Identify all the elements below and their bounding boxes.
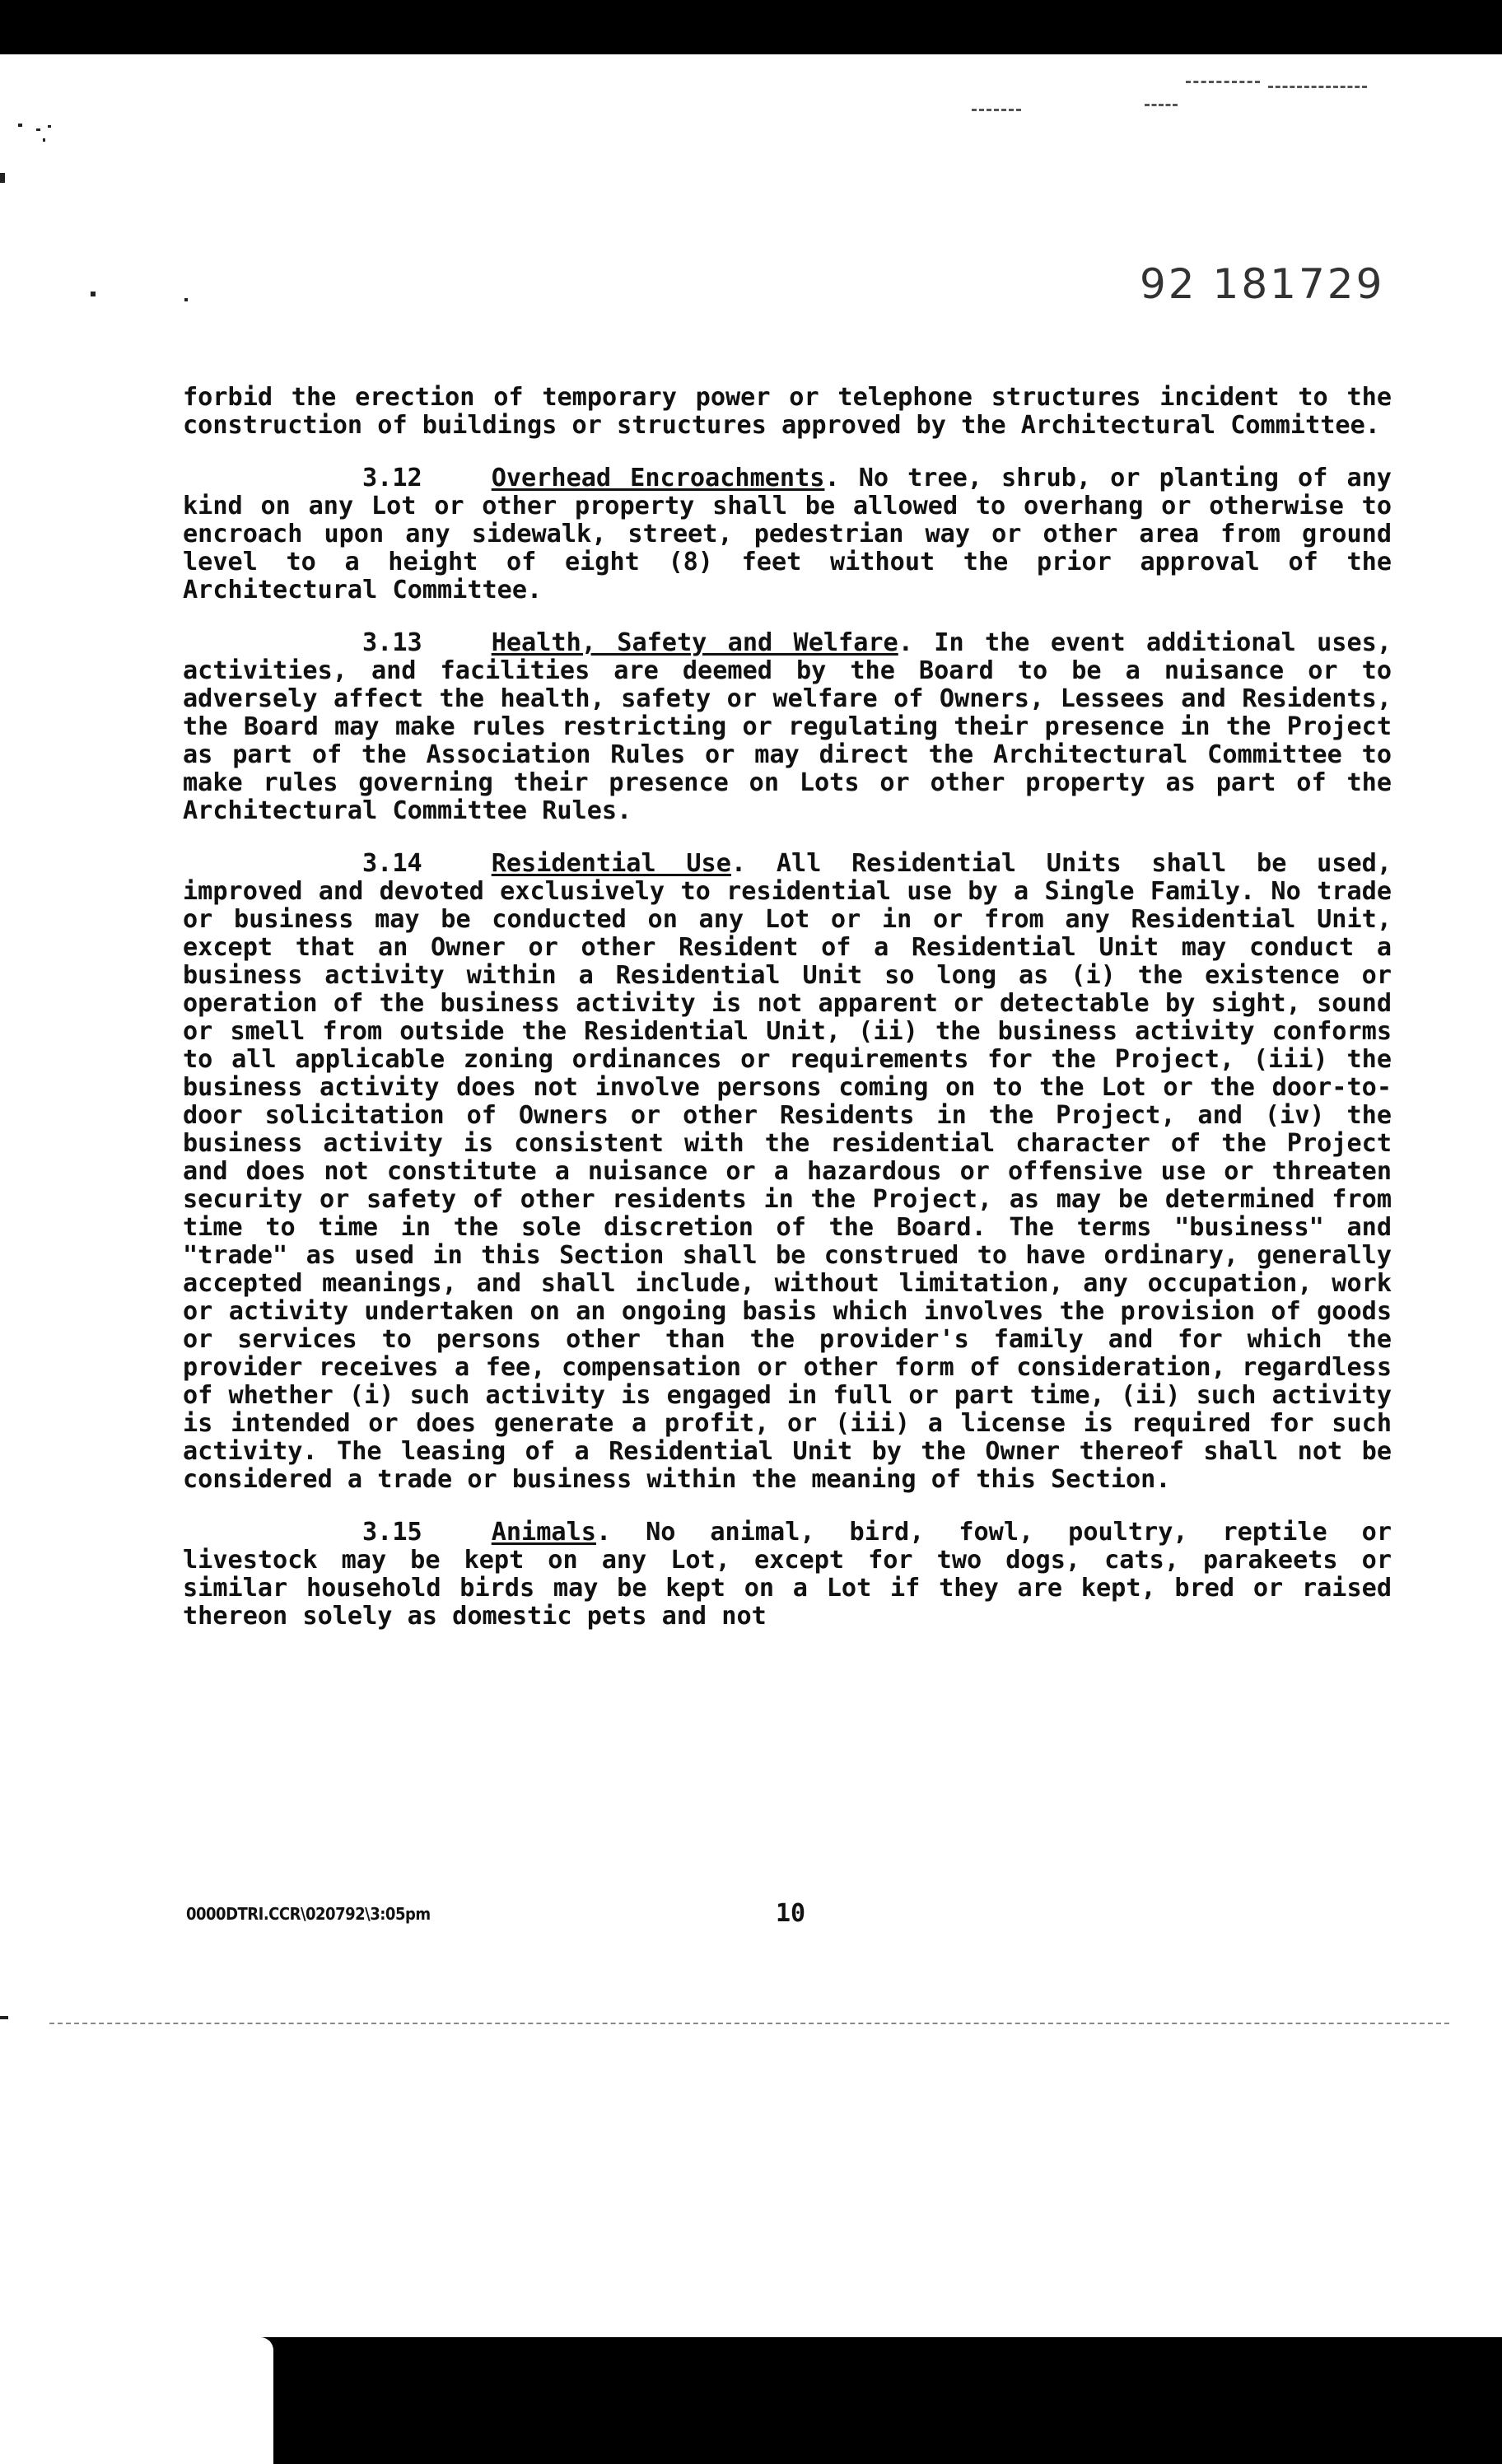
section-title: Health, Safety and Welfare bbox=[491, 628, 898, 657]
section-paragraph: 3.12 Overhead Encroachments. No tree, shrub, or planting of any kind on any Lot or other property shall be allowed to overhang or otherwise to encroach upon any sidewalk, street, pedestrian way or other area from ground level to a height of eight (8) feet without the prior approval of the Architectural Committee. bbox=[183, 464, 1392, 604]
scan-speck bbox=[91, 292, 96, 296]
section-number: 3.15 bbox=[362, 1518, 422, 1547]
document-number: 92 181729 bbox=[1140, 260, 1385, 308]
scan-speck bbox=[48, 125, 51, 128]
section-number: 3.14 bbox=[362, 849, 422, 878]
scan-speck bbox=[0, 173, 5, 183]
section-text: No animal, bird, fowl, poultry, reptile or livestock may be kept on any Lot, except for two dogs, cats, parakeets or similar household birds may be kept on a Lot if they are kept, bred or raised thereon solely as domestic pets and not bbox=[183, 1518, 1392, 1631]
section-paragraph: 3.14 Residential Use. All Residential Units shall be used, improved and devoted exclusively to residential use by a Single Family. No trade or business may be conducted on any Lot or in or from any Residential Unit, except that an Owner or other Resident of a Residential Unit may conduct a business activity within a Residential Unit so long as (i) the existence or operation of the business activity is not apparent or detectable by sight, sound or smell from outside the Residential Unit, (ii) the business activity conforms to all applicable zoning ordinances or requirements for the Project, (iii) the business activity does not involve persons coming on to the Lot or the door-to-door solicitation of Owners or other Residents in the Project, and (iv) the business activity is consistent with the residential character of the Project and does not constitute a nuisance or a hazardous or offensive use or threaten security or safety of other residents in the Project, as may be determined from time to time in the sole discretion of the Board. The terms "business" and "trade" as used in this Section shall be construed to have ordinary, generally accepted meanings, and shall include, without limitation, any occupation, work or activity undertaken on an ongoing basis which involves the provision of goods or services to persons other than the provider's family and for which the provider receives a fee, compensation or other form of consideration, regardless of whether (i) such activity is engaged in full or part time, (ii) such activity is intended or does generate a profit, or (iii) a license is required for such activity. The leasing of a Residential Unit by the Owner thereof shall not be considered a trade or business within the meaning of this Section. bbox=[183, 849, 1392, 1494]
scan-speck bbox=[0, 2016, 8, 2019]
section-paragraph: 3.15 Animals. No animal, bird, fowl, poultry, reptile or livestock may be kept on any Lot, except for two dogs, cats, parakeets or similar household birds may be kept on a Lot if they are kept, bred or raised thereon solely as domestic pets and not bbox=[183, 1518, 1392, 1631]
continuation-paragraph bbox=[183, 384, 1392, 440]
section-title: Animals bbox=[491, 1518, 596, 1547]
section-paragraph: 3.13 Health, Safety and Welfare. In the event additional uses, activities, and facilities are deemed by the Board to be a nuisance or to adversely affect the health, safety or welfare of Owners, Lessees and Residents, the Board may make rules restricting or regulating their presence in the Project as part of the Association Rules or may direct the Architectural Committee to make rules governing their presence on Lots or other property as part of the Architectural Committee Rules. bbox=[183, 628, 1392, 825]
scan-dash bbox=[1186, 81, 1260, 83]
scan-dash bbox=[972, 109, 1021, 111]
scan-speck bbox=[43, 138, 45, 142]
scan-speck bbox=[18, 124, 22, 127]
scan-speck bbox=[36, 128, 40, 131]
section-title: Overhead Encroachments bbox=[491, 464, 825, 492]
section-text: In the event additional uses, activities, and facilities are deemed by the Board to be a nuisance or to adversely affect the health, safety or welfare of Owners, Lessees and Residents, the Board may make rules restricting or regulating their presence in the Project as part of the Association Rules or may direct the Architectural Committee to make rules governing their presence on Lots or other property as part of the Architectural Committee Rules. bbox=[183, 628, 1392, 825]
scan-speck bbox=[184, 298, 188, 301]
page-number: 10 bbox=[776, 1899, 806, 1928]
section-number: 3.13 bbox=[362, 628, 422, 657]
section-number: 3.12 bbox=[362, 464, 422, 492]
section-text: All Residential Units shall be used, improved and devoted exclusively to residential use by a Single Family. No trade or business may be conducted on any Lot or in or from any Residential Unit, except that an Owner or other Resident of a Residential Unit may conduct a business activity within a Residential Unit so long as (i) the existence or operation of the business activity is not apparent or detectable by sight, sound or smell from outside the Residential Unit, (ii) the business activity conforms to all applicable zoning ordinances or requirements for the Project, (iii) the business activity does not involve persons coming on to the Lot or the door-to-door solicitation of Owners or other Residents in the Project, and (iv) the business activity is consistent with the residential character of the Project and does not constitute a nuisance or a hazardous or offensive use or threaten security or safety of other residents in the Project, as may be determined from time to time in the sole discretion of the Board. The terms "business" and "trade" as used in this Section shall be construed to have ordinary, generally accepted meanings, and shall include, without limitation, any occupation, work or activity undertaken on an ongoing basis which involves the provision of goods or services to persons other than the provider's family and for which the provider receives a fee, compensation or other form of consideration, regardless of whether (i) such activity is engaged in full or part time, (ii) such activity is intended or does generate a profit, or (iii) a license is required for such activity. The leasing of a Residential Unit by the Owner thereof shall not be considered a trade or business within the meaning of this Section. bbox=[183, 849, 1392, 1494]
scan-bottom-notch bbox=[0, 2337, 273, 2464]
section-title: Residential Use bbox=[491, 849, 731, 878]
section-text: No tree, shrub, or planting of any kind on any Lot or other property shall be allowed to overhang or otherwise to encroach upon any sidewalk, street, pedestrian way or other area from ground level to a height of eight (8) feet without the prior approval of the Architectural Committee. bbox=[183, 464, 1392, 604]
document-body bbox=[183, 384, 1392, 1631]
scan-dash bbox=[1268, 86, 1367, 88]
scan-dash bbox=[49, 2023, 1449, 2024]
scan-dash bbox=[1145, 104, 1178, 106]
footer-file-code: 0000DTRI.CCR\020792\3:05pm bbox=[186, 1904, 431, 1924]
paragraph-text: forbid the erection of temporary power or telephone structures incident to the construction of buildings or structures approved by the Architectural Committee. bbox=[183, 383, 1392, 440]
scan-top-border bbox=[0, 0, 1502, 54]
